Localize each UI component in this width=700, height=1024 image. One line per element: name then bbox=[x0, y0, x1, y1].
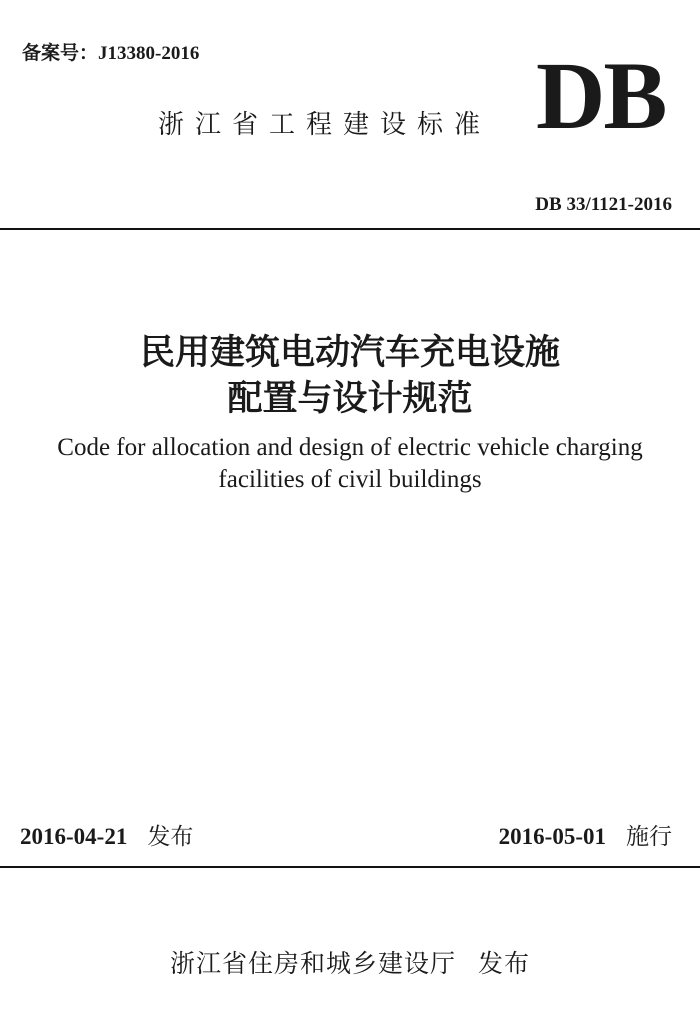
effective-date: 2016-05-01 bbox=[498, 824, 606, 849]
effective-date-row bbox=[499, 818, 672, 851]
title-chinese bbox=[0, 330, 700, 422]
title-english-line2: facilities of civil buildings bbox=[218, 466, 482, 493]
filing-number bbox=[22, 38, 199, 65]
issue-date-row bbox=[20, 818, 193, 851]
effective-label: 施行 bbox=[626, 824, 672, 850]
title-english bbox=[10, 432, 690, 496]
db-logo: DB bbox=[536, 42, 666, 149]
issue-date: 2016-04-21 bbox=[20, 824, 128, 849]
title-chinese-line1: 民用建筑电动汽车充电设施 bbox=[139, 332, 560, 373]
title-chinese-line2: 配置与设计规范 bbox=[227, 378, 473, 419]
publisher-label: 发布 bbox=[478, 949, 531, 978]
issue-label: 发布 bbox=[147, 824, 194, 850]
title-english-line1: Code for allocation and design of electric vehicle charging bbox=[57, 434, 643, 461]
standard-number: DB 33/1121-2016 bbox=[535, 194, 672, 215]
top-divider bbox=[0, 228, 700, 230]
publisher-name: 浙江省住房和城乡建设厅 bbox=[169, 949, 456, 978]
filing-label: 备案号： bbox=[22, 42, 99, 64]
bottom-divider bbox=[0, 866, 700, 868]
publisher bbox=[0, 944, 700, 980]
filing-number-value: J13380-2016 bbox=[98, 43, 200, 64]
standard-category: 浙江省工程建设标准 bbox=[158, 110, 492, 140]
